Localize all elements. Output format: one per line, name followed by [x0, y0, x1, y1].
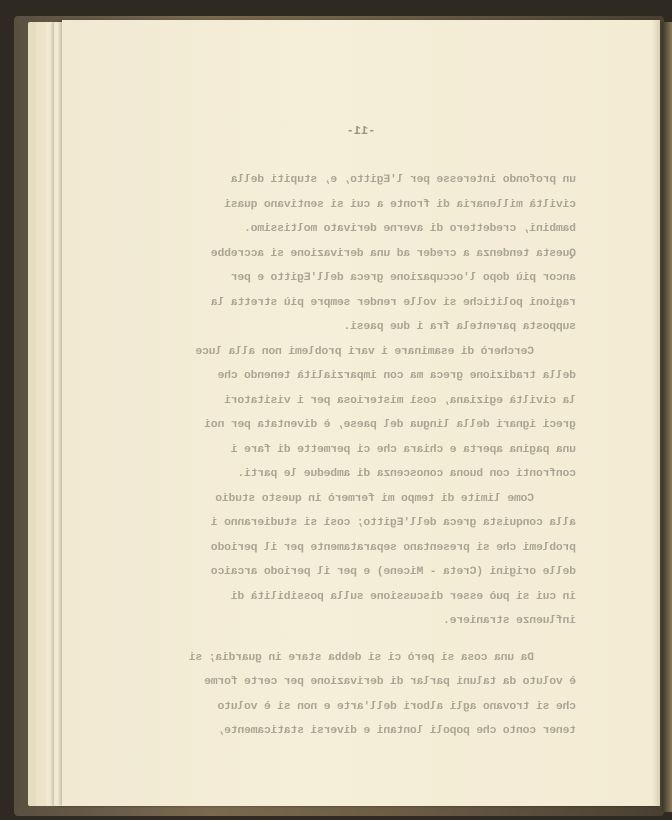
body-text	[106, 168, 576, 744]
text-line: supposta parentela fra i due paesi.	[343, 321, 576, 333]
text-line: una pagina aperta e chiara che ci permette di fare i	[230, 443, 576, 456]
document-page	[62, 20, 660, 806]
text-line: un profondo interesse per l'Egitto, e, stupiti della	[230, 174, 576, 186]
paragraph	[106, 646, 576, 744]
paragraph	[106, 168, 576, 340]
text-line: Da una cosa si però ci si debba stare in guardia; si	[188, 651, 534, 664]
text-line: Come limite di tempo mi fermerò in questo studio	[215, 492, 534, 505]
text-line: la civiltà egiziana, così misteriosa per i visitatori	[224, 394, 576, 407]
text-line: ragioni politiche si volle render sempre più stretta la	[211, 296, 576, 309]
text-line: ancor più dopo l'occupazione greca dell'Egitto e per	[230, 272, 576, 284]
text-line: confronti con buona conoscenza di ambedue le parti.	[237, 468, 576, 480]
text-line: problemi che si presentano separatamente per il periodo	[211, 541, 576, 554]
text-line: delle origini (Creta - Micene) e per il periodo arcaico	[211, 566, 576, 578]
page-shadow	[652, 20, 660, 806]
text-line: alla conquista greca dell'Egitto; così si studieranno i	[211, 517, 576, 529]
text-line: bambini, credettero di averne derivato moltissimo.	[244, 223, 576, 235]
text-line: Cercherò di esaminare i vari problemi non alla luce	[195, 345, 534, 358]
text-line: greci ignari della lingua del paese, è diventata per noi	[204, 419, 576, 431]
text-line: che si trovano agli albori dell'arte e non si è voluto	[217, 700, 576, 713]
text-line: della tradizione greca ma con imparzialità tenendo che	[217, 370, 576, 382]
paragraph-gap	[106, 634, 576, 646]
paragraph	[106, 487, 576, 634]
text-line: civiltà millenaria di fronte a cui si sentivano quasi	[224, 198, 576, 211]
page-number: -11-	[346, 124, 376, 138]
text-line: tener conto che popoli lontani e diversi staticamente,	[217, 725, 576, 737]
text-line: influenze straniere.	[443, 615, 576, 627]
text-line: in cui si può esser discussione sulla possibilità di	[230, 590, 576, 603]
text-line: è voluto da taluni parlar di derivazione per certe forme	[204, 676, 576, 688]
text-line: Questa tendenza a creder ad una derivazione si accrebbe	[211, 247, 576, 260]
paragraph	[106, 340, 576, 487]
cover-edge	[662, 22, 672, 812]
